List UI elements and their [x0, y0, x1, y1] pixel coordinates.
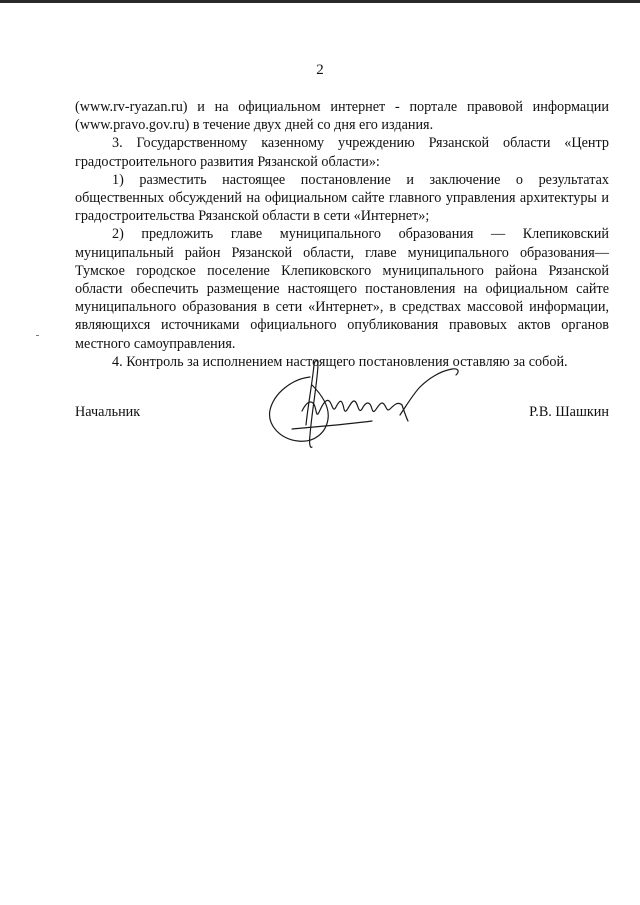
paragraph-item-3: 3. Государственному казенному учреждению Рязанской области «Центр градостроительного развития Рязанской области»: [75, 135, 609, 170]
paragraph-subitem-2: 2) предложить главе муниципального образования — Клепиковский муниципальный район Рязанской области, главе муниципального образования— Тумское городское поселение Клепиковского муниципального района Рязанской области обеспечить размещение настоящего постановления на официальном сайте муниципального образования в сети «Интернет», в средствах массовой информации, являющихся источниками официального опубликования правовых актов органов местного самоуправления. [75, 226, 609, 352]
paragraph-item-4: 4. Контроль за исполнением настоящего постановления оставляю за собой. [112, 353, 568, 370]
paragraph-continuation: (www.rv-ryazan.ru) и на официальном интернет - портале правовой информации (www.pravo.gov.ru) в течение двух дней со дня его издания. [75, 99, 609, 134]
paragraph-subitem-1: 1) разместить настоящее постановление и заключение о результатах общественных обсуждений на официальном сайте главного управления архитектуры и градостроительства Рязанской области в сети «Интернет»; [75, 171, 609, 225]
document-body [75, 98, 609, 371]
handwritten-signature [262, 355, 467, 450]
signer-title: Начальник [75, 404, 141, 420]
page-number: 2 [316, 62, 324, 78]
margin-mark [36, 335, 39, 336]
top-border-line [0, 0, 640, 3]
signer-name: Р.В. Шашкин [529, 404, 609, 420]
